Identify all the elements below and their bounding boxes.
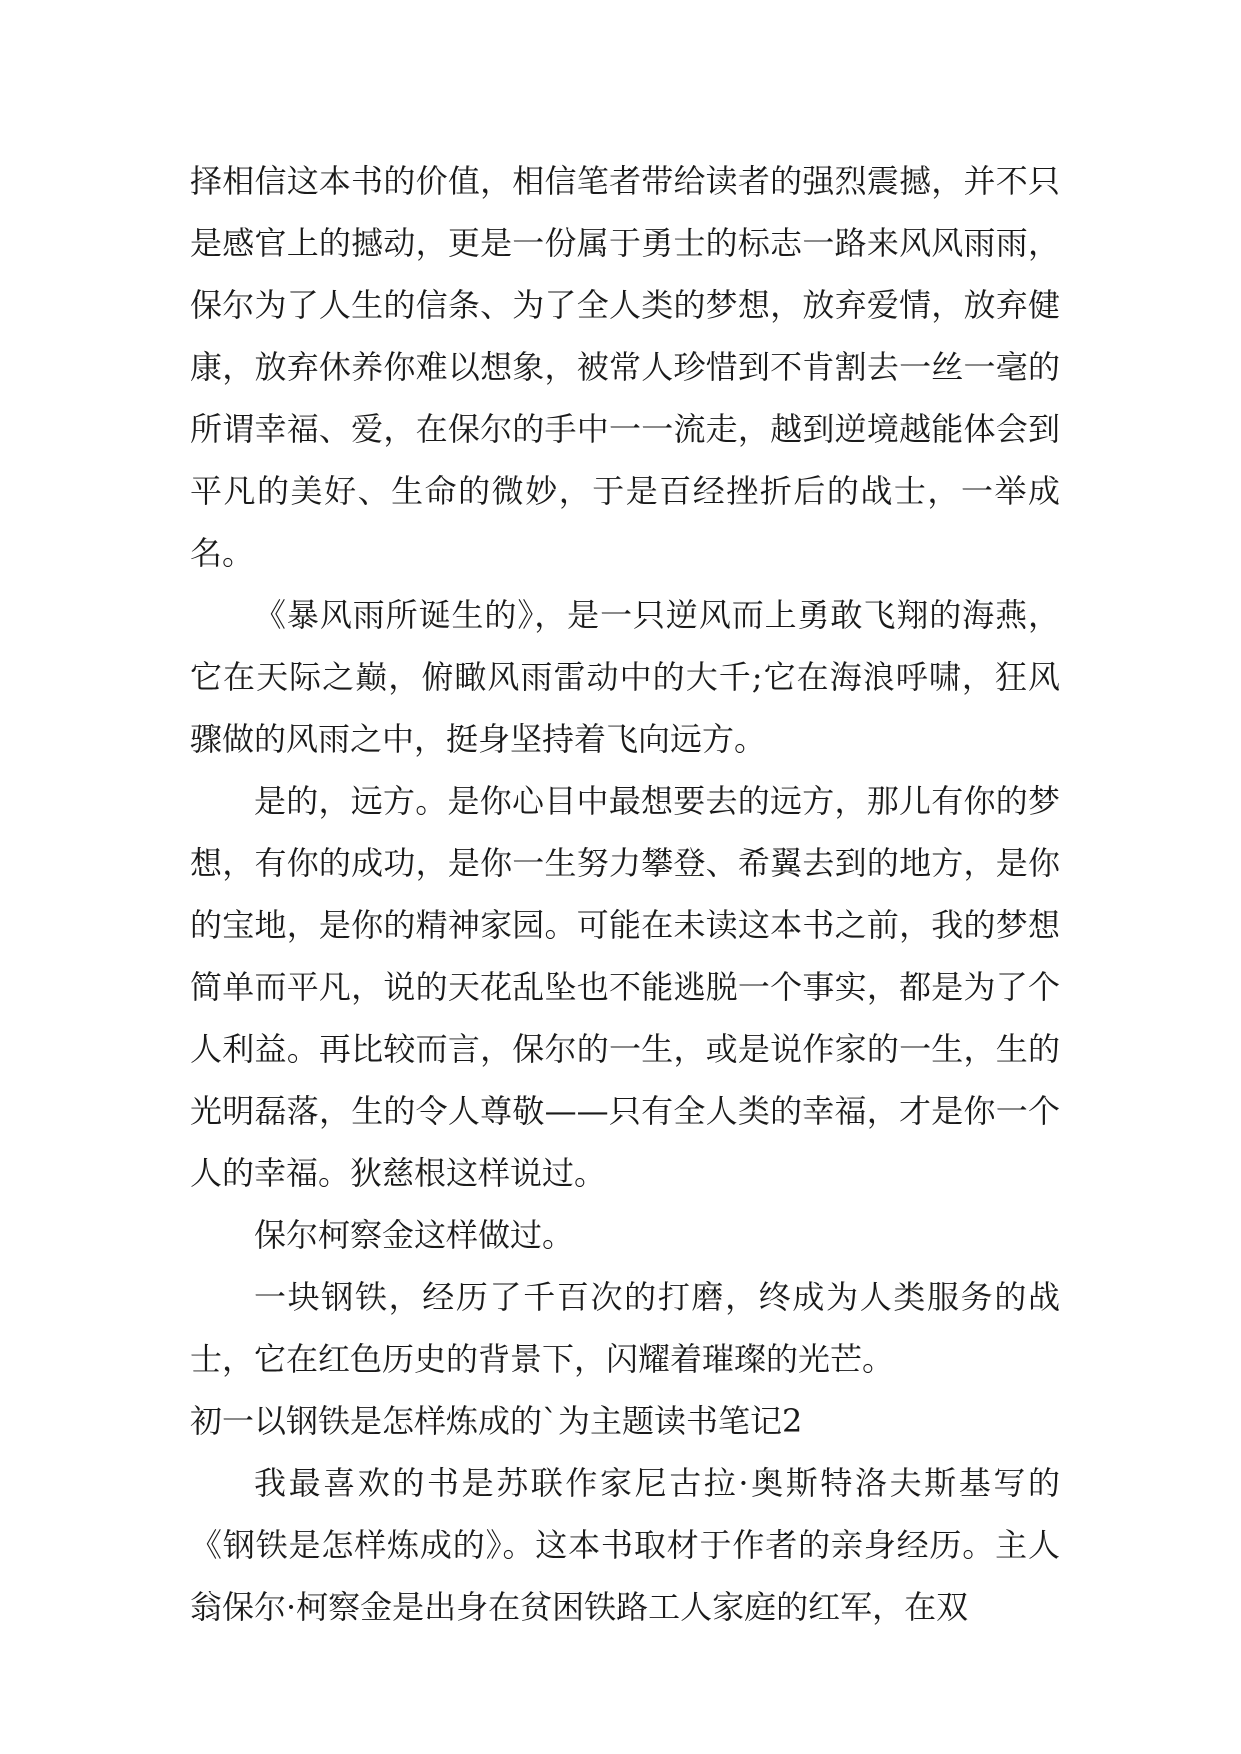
paragraph-petrel: 《暴风雨所诞生的》，是一只逆风而上勇敢飞翔的海燕，它在天际之巅，俯瞰风雨雷动中的大千;它在海浪呼啸，狂风骤做的风雨之中，挺身坚持着飞向远方。 xyxy=(190,596,1060,758)
paragraph-pavel: 保尔柯察金这样做过。 xyxy=(254,1216,575,1254)
paragraph-continued: 择相信这本书的价值，相信笔者带给读者的强烈震撼，并不只是感官上的撼动，更是一份属于勇士的标志一路来风风雨雨，保尔为了人生的信条、为了全人类的梦想，放弃爱情，放弃健康，放弃休养你难以想象，被常人珍惜到不肯割去一丝一毫的所谓幸福、爱，在保尔的手中一一流走，越到逆境越能体会到平凡的美好、生命的微妙，于是百经挫折后的战士，一举成名。 xyxy=(190,162,1060,572)
section-heading: 初一以钢铁是怎样炼成的`为主题读书笔记2 xyxy=(190,1402,803,1440)
document-page xyxy=(190,150,1060,1638)
paragraph-steel: 一块钢铁，经历了千百次的打磨，终成为人类服务的战士，它在红色历史的背景下，闪耀着璀璨的光芒。 xyxy=(190,1278,1060,1378)
paragraph-distance: 是的，远方。是你心目中最想要去的远方，那儿有你的梦想，有你的成功，是你一生努力攀登、希翼去到的地方，是你的宝地，是你的精神家园。可能在未读这本书之前，我的梦想简单而平凡，说的天花乱坠也不能逃脱一个事实，都是为了个人利益。再比较而言，保尔的一生，或是说作家的一生，生的光明磊落，生的令人尊敬——只有全人类的幸福，才是你一个人的幸福。狄慈根这样说过。 xyxy=(190,782,1060,1192)
paragraph-favorite-book: 我最喜欢的书是苏联作家尼古拉·奥斯特洛夫斯基写的《钢铁是怎样炼成的》。这本书取材于作者的亲身经历。主人翁保尔·柯察金是出身在贫困铁路工人家庭的红军，在双 xyxy=(190,1464,1060,1626)
